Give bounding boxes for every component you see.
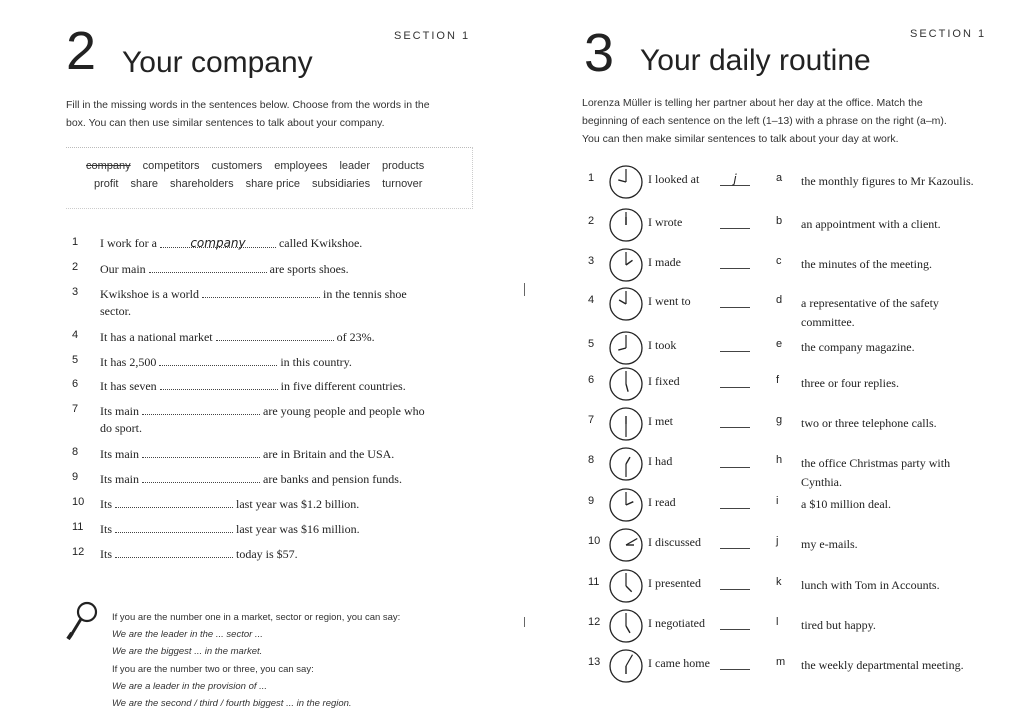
sentence-beginning: I discussed <box>648 535 701 549</box>
item-number: 10 <box>588 535 601 547</box>
option-letter: e <box>776 338 783 350</box>
question-number: 4 <box>72 329 79 341</box>
tip-example: We are the biggest ... in the market. <box>112 646 263 657</box>
sentence-ending: lunch with Tom in Accounts. <box>801 578 940 592</box>
question-text: Our main <box>100 262 146 276</box>
item-number: 12 <box>588 616 601 628</box>
instruction-line: box. You can then use similar sentences to talk about your company. <box>66 117 385 129</box>
sentence-beginning: I took <box>648 338 677 352</box>
clock-icon <box>608 608 644 644</box>
unit-number: 3 <box>584 23 615 83</box>
answer-blank[interactable] <box>216 329 334 341</box>
sentence-beginning: I had <box>648 454 673 468</box>
instruction-line: Lorenza Müller is telling her partner about her day at the office. Match the <box>582 97 923 109</box>
question-text: Its <box>100 522 112 536</box>
question-number: 10 <box>72 496 85 508</box>
sentence-ending: the company magazine. <box>801 340 915 354</box>
sentence-beginning: I made <box>648 255 681 269</box>
section-label: SECTION 1 <box>910 28 987 40</box>
sentence-ending: three or four replies. <box>801 376 899 390</box>
question-text: last year was $1.2 billion. <box>236 497 360 511</box>
question-text: It has a national market <box>100 330 213 344</box>
option-letter: g <box>776 414 783 426</box>
word-option: employees <box>274 160 328 172</box>
answer-blank[interactable] <box>115 521 233 533</box>
question-number: 12 <box>72 546 85 558</box>
question-number: 9 <box>72 471 79 483</box>
word-option: customers <box>211 160 263 172</box>
word-option: products <box>382 160 425 172</box>
clock-icon <box>608 247 644 283</box>
word-option: subsidiaries <box>312 178 371 190</box>
word-option: profit <box>94 178 119 190</box>
item-number: 5 <box>588 338 595 350</box>
question-text: today is $57. <box>236 547 298 561</box>
sentence-ending: an appointment with a client. <box>801 217 941 231</box>
question-text: are young people and people who <box>263 404 425 418</box>
question-text: of 23%. <box>336 330 375 344</box>
question-text: in the tennis shoe <box>323 287 407 301</box>
answer-blank[interactable] <box>720 414 750 428</box>
clock-icon <box>608 330 644 366</box>
answer-blank[interactable] <box>720 535 750 549</box>
sentence-ending: the weekly departmental meeting. <box>801 658 964 672</box>
option-letter: b <box>776 215 783 227</box>
clock-icon <box>608 527 644 563</box>
question-number: 11 <box>72 521 84 533</box>
word-option: competitors <box>142 160 200 172</box>
sentence-beginning: I met <box>648 414 673 428</box>
item-number: 4 <box>588 294 595 306</box>
tip-line: If you are the number two or three, you can say: <box>112 664 314 675</box>
sentence-ending: tired but happy. <box>801 618 876 632</box>
word-box-line <box>94 178 434 190</box>
left-page <box>0 0 500 728</box>
sentence-beginning: I wrote <box>648 215 683 229</box>
answer-blank[interactable] <box>720 338 750 352</box>
word-box <box>66 147 473 209</box>
clock-icon <box>608 366 644 402</box>
unit-title: Your company <box>122 46 313 79</box>
question-number: 3 <box>72 286 79 298</box>
answer-blank[interactable] <box>720 656 750 670</box>
question-text: It has seven <box>100 379 157 393</box>
sentence-ending: the minutes of the meeting. <box>801 257 932 271</box>
section-label: SECTION 1 <box>394 30 471 42</box>
question-text: are sports shoes. <box>269 262 349 276</box>
question-text: are banks and pension funds. <box>263 472 402 486</box>
clock-icon <box>608 648 644 684</box>
sentence-beginning: I read <box>648 495 676 509</box>
sentence-beginning: I negotiated <box>648 616 705 630</box>
question-number: 7 <box>72 403 79 415</box>
answer-blank[interactable] <box>142 471 260 483</box>
answer-blank[interactable] <box>115 496 233 508</box>
answer-blank[interactable]: j <box>720 172 750 186</box>
sentence-beginning: I presented <box>648 576 701 590</box>
word-box-line <box>86 160 436 172</box>
clock-icon <box>608 286 644 322</box>
question-text: I work for a <box>100 236 157 250</box>
question-number: 8 <box>72 446 79 458</box>
answer-blank[interactable]: company <box>160 236 276 248</box>
answer-blank[interactable] <box>142 446 260 458</box>
answer-blank[interactable] <box>720 294 750 308</box>
instructions <box>582 94 947 148</box>
option-letter: h <box>776 454 783 466</box>
item-number: 9 <box>588 495 595 507</box>
word-option: turnover <box>382 178 423 190</box>
clock-icon <box>608 568 644 604</box>
instruction-line: You can then make similar sentences to talk about your day at work. <box>582 133 899 145</box>
instructions <box>66 96 430 132</box>
option-letter: k <box>776 576 782 588</box>
item-number: 8 <box>588 454 595 466</box>
question-text: Kwikshoe is a world <box>100 287 199 301</box>
question-text: Its main <box>100 472 139 486</box>
option-letter: j <box>776 535 779 547</box>
question-number: 6 <box>72 378 79 390</box>
question-text: in five different countries. <box>280 379 406 393</box>
sentence-ending: two or three telephone calls. <box>801 416 937 430</box>
item-number: 3 <box>588 255 595 267</box>
question-text: Its <box>100 547 112 561</box>
question-number: 1 <box>72 236 79 248</box>
clock-icon <box>608 487 644 523</box>
question-text: in this country. <box>280 355 352 369</box>
sentence-ending: a $10 million deal. <box>801 497 891 511</box>
answer-blank[interactable] <box>160 378 278 390</box>
question-text: Its main <box>100 404 139 418</box>
question-text: are in Britain and the USA. <box>263 447 395 461</box>
question-text: called Kwikshoe. <box>278 236 363 250</box>
question-number: 5 <box>72 354 79 366</box>
answer-blank[interactable] <box>202 286 320 298</box>
item-number: 6 <box>588 374 595 386</box>
magnifying-glass-icon <box>62 600 102 640</box>
option-letter: d <box>776 294 783 306</box>
unit-number: 2 <box>66 21 97 81</box>
option-letter: c <box>776 255 782 267</box>
answer-blank[interactable] <box>720 374 750 388</box>
word-option: share price <box>245 178 301 190</box>
answer-blank[interactable] <box>142 403 260 415</box>
answer-blank[interactable] <box>720 255 750 269</box>
clock-icon <box>608 207 644 243</box>
sentence-beginning: I went to <box>648 294 691 308</box>
tip-example: We are the leader in the ... sector ... <box>112 629 263 640</box>
word-option: share <box>130 178 158 190</box>
item-number: 2 <box>588 215 595 227</box>
answer-blank[interactable] <box>720 454 750 468</box>
tip-line: If you are the number one in a market, sector or region, you can say: <box>112 612 401 623</box>
option-letter: a <box>776 172 783 184</box>
question-text: Its <box>100 497 112 511</box>
question-text: Its main <box>100 447 139 461</box>
question-text: sector. <box>100 304 131 318</box>
word-option: company <box>86 160 131 172</box>
answer-blank[interactable] <box>720 616 750 630</box>
tip-example: We are a leader in the provision of ... <box>112 681 268 692</box>
answer-blank[interactable] <box>720 495 750 509</box>
clock-icon <box>608 164 644 200</box>
item-number: 1 <box>588 172 595 184</box>
unit-title: Your daily routine <box>640 44 871 77</box>
sentence-beginning: I looked at <box>648 172 700 186</box>
tip-example: We are the second / third / fourth biggest ... in the region. <box>112 698 352 709</box>
question-text: do sport. <box>100 421 142 435</box>
item-number: 13 <box>588 656 601 668</box>
instruction-line: beginning of each sentence on the left (1–13) with a phrase on the right (a–m). <box>582 115 947 127</box>
question-text: last year was $16 million. <box>236 522 360 536</box>
answer-blank[interactable] <box>115 546 233 558</box>
sentence-ending: a representative of the safety committee. <box>801 296 939 329</box>
clock-icon <box>608 406 644 442</box>
word-option: leader <box>339 160 371 172</box>
sentence-ending: my e-mails. <box>801 537 858 551</box>
answer-blank[interactable] <box>720 576 750 590</box>
option-letter: m <box>776 656 786 668</box>
answer-blank[interactable] <box>149 261 267 273</box>
sentence-ending: the office Christmas party with Cynthia. <box>801 456 951 489</box>
question-number: 2 <box>72 261 79 273</box>
right-page <box>520 0 1020 728</box>
clock-icon <box>608 446 644 482</box>
sentence-beginning: I fixed <box>648 374 680 388</box>
sentence-beginning: I came home <box>648 656 710 670</box>
option-letter: l <box>776 616 779 628</box>
word-option: shareholders <box>170 178 234 190</box>
option-letter: f <box>776 374 780 386</box>
item-number: 11 <box>588 576 600 588</box>
answer-blank[interactable] <box>720 215 750 229</box>
sentence-ending: the monthly figures to Mr Kazoulis. <box>801 174 974 188</box>
option-letter: i <box>776 495 779 507</box>
instruction-line: Fill in the missing words in the sentences below. Choose from the words in the <box>66 99 430 111</box>
answer-blank[interactable] <box>159 354 277 366</box>
question-text: It has 2,500 <box>100 355 157 369</box>
item-number: 7 <box>588 414 595 426</box>
